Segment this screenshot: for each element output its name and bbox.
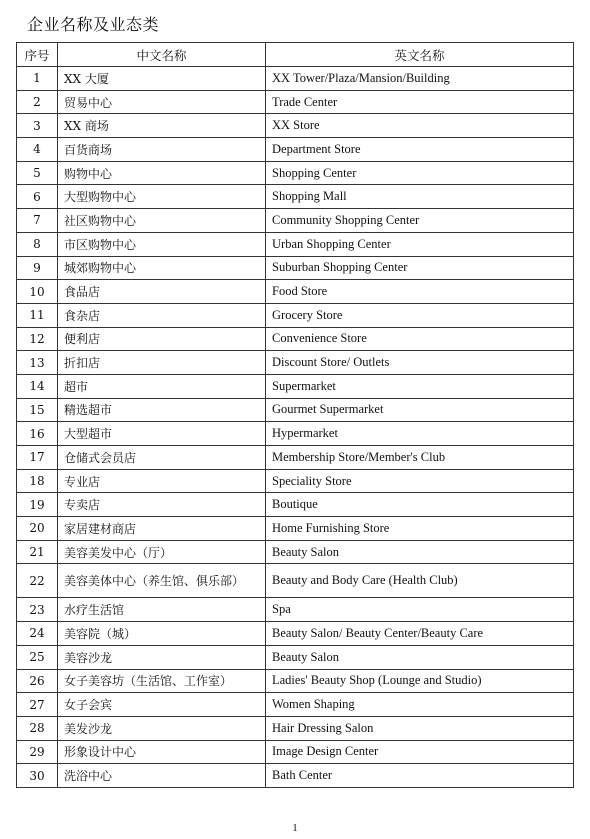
row-number-cell: 12: [17, 327, 58, 351]
english-name-cell: Convenience Store: [266, 327, 574, 351]
english-name-cell: Discount Store/ Outlets: [266, 351, 574, 375]
row-number-cell: 6: [17, 185, 58, 209]
row-number-cell: 10: [17, 280, 58, 304]
english-name-cell: Trade Center: [266, 90, 574, 114]
english-name-cell: Shopping Mall: [266, 185, 574, 209]
english-name-cell: Suburban Shopping Center: [266, 256, 574, 280]
english-name-cell: Ladies' Beauty Shop (Lounge and Studio): [266, 669, 574, 693]
row-number-cell: 9: [17, 256, 58, 280]
english-name-cell: Beauty and Body Care (Health Club): [266, 564, 574, 598]
chinese-name-cell: 家居建材商店: [58, 517, 266, 541]
row-number-cell: 1: [17, 67, 58, 91]
table-row: [17, 67, 574, 91]
chinese-name-cell: 贸易中心: [58, 90, 266, 114]
chinese-name-cell: 购物中心: [58, 161, 266, 185]
row-number-cell: 22: [17, 564, 58, 598]
chinese-name-cell: 仓储式会员店: [58, 446, 266, 470]
row-number-cell: 30: [17, 764, 58, 788]
row-number-cell: 18: [17, 469, 58, 493]
table-row: [17, 540, 574, 564]
chinese-name-cell: 专卖店: [58, 493, 266, 517]
row-number-cell: 8: [17, 232, 58, 256]
english-name-cell: Gourmet Supermarket: [266, 398, 574, 422]
english-name-cell: XX Tower/Plaza/Mansion/Building: [266, 67, 574, 91]
english-name-cell: Spa: [266, 598, 574, 622]
table-row: [17, 114, 574, 138]
chinese-name-cell: 折扣店: [58, 351, 266, 375]
chinese-name-cell: 形象设计中心: [58, 740, 266, 764]
english-name-cell: Boutique: [266, 493, 574, 517]
chinese-name-cell: 大型购物中心: [58, 185, 266, 209]
table-header-row: [17, 43, 574, 67]
table-row: [17, 517, 574, 541]
row-number-cell: 7: [17, 209, 58, 233]
row-number-cell: 11: [17, 303, 58, 327]
english-name-cell: Image Design Center: [266, 740, 574, 764]
table-row: [17, 693, 574, 717]
english-name-cell: Bath Center: [266, 764, 574, 788]
table-row: [17, 469, 574, 493]
row-number-cell: 21: [17, 540, 58, 564]
chinese-name-cell: 美容美体中心（养生馆、俱乐部）: [58, 564, 266, 598]
chinese-name-cell: 美容美发中心（厅）: [58, 540, 266, 564]
chinese-name-cell: 洗浴中心: [58, 764, 266, 788]
english-name-cell: Speciality Store: [266, 469, 574, 493]
english-name-cell: Hair Dressing Salon: [266, 716, 574, 740]
page-title: 企业名称及业态类: [27, 15, 160, 34]
row-number-cell: 20: [17, 517, 58, 541]
row-number-cell: 17: [17, 446, 58, 470]
row-number-cell: 2: [17, 90, 58, 114]
chinese-name-cell: 社区购物中心: [58, 209, 266, 233]
row-number-cell: 14: [17, 374, 58, 398]
table-row: [17, 398, 574, 422]
row-number-cell: 28: [17, 716, 58, 740]
english-name-cell: Home Furnishing Store: [266, 517, 574, 541]
english-name-cell: Urban Shopping Center: [266, 232, 574, 256]
table-row: [17, 669, 574, 693]
table-row: [17, 446, 574, 470]
row-number-cell: 26: [17, 669, 58, 693]
chinese-name-cell: 食品店: [58, 280, 266, 304]
table-row: [17, 351, 574, 375]
table-row: [17, 303, 574, 327]
chinese-name-cell: 精选超市: [58, 398, 266, 422]
table-row: [17, 327, 574, 351]
row-number-cell: 19: [17, 493, 58, 517]
row-number-cell: 25: [17, 645, 58, 669]
row-number-cell: 15: [17, 398, 58, 422]
row-number-cell: 16: [17, 422, 58, 446]
table-row: [17, 138, 574, 162]
header-chinese-name: 中文名称: [58, 43, 266, 67]
row-number-cell: 29: [17, 740, 58, 764]
english-name-cell: Grocery Store: [266, 303, 574, 327]
chinese-name-cell: XX 商场: [58, 114, 266, 138]
row-number-cell: 4: [17, 138, 58, 162]
row-number-cell: 13: [17, 351, 58, 375]
chinese-name-cell: 大型超市: [58, 422, 266, 446]
chinese-name-cell: 城郊购物中心: [58, 256, 266, 280]
table-row: [17, 622, 574, 646]
english-name-cell: Women Shaping: [266, 693, 574, 717]
row-number-cell: 3: [17, 114, 58, 138]
english-name-cell: Food Store: [266, 280, 574, 304]
table-row: [17, 493, 574, 517]
chinese-name-cell: 百货商场: [58, 138, 266, 162]
page-number: 1: [292, 822, 298, 834]
header-number: 序号: [17, 43, 58, 67]
row-number-cell: 24: [17, 622, 58, 646]
row-number-cell: 27: [17, 693, 58, 717]
table-row: [17, 256, 574, 280]
table-row: [17, 280, 574, 304]
row-number-cell: 23: [17, 598, 58, 622]
table-row: [17, 598, 574, 622]
english-name-cell: Beauty Salon/ Beauty Center/Beauty Care: [266, 622, 574, 646]
chinese-name-cell: 美容沙龙: [58, 645, 266, 669]
header-english-name: 英文名称: [266, 43, 574, 67]
english-name-cell: Membership Store/Member's Club: [266, 446, 574, 470]
table-row: [17, 161, 574, 185]
english-name-cell: Beauty Salon: [266, 540, 574, 564]
english-name-cell: Department Store: [266, 138, 574, 162]
chinese-name-cell: 专业店: [58, 469, 266, 493]
english-name-cell: Supermarket: [266, 374, 574, 398]
chinese-name-cell: 美发沙龙: [58, 716, 266, 740]
names-table: [16, 42, 574, 788]
table-row: [17, 374, 574, 398]
table-row: [17, 232, 574, 256]
table-row: [17, 740, 574, 764]
chinese-name-cell: 超市: [58, 374, 266, 398]
chinese-name-cell: XX 大厦: [58, 67, 266, 91]
chinese-name-cell: 女子美容坊（生活馆、工作室）: [58, 669, 266, 693]
table-row: [17, 564, 574, 598]
chinese-name-cell: 水疗生活馆: [58, 598, 266, 622]
english-name-cell: Hypermarket: [266, 422, 574, 446]
table-row: [17, 716, 574, 740]
table-row: [17, 764, 574, 788]
table-row: [17, 422, 574, 446]
english-name-cell: XX Store: [266, 114, 574, 138]
table-row: [17, 185, 574, 209]
chinese-name-cell: 便利店: [58, 327, 266, 351]
row-number-cell: 5: [17, 161, 58, 185]
chinese-name-cell: 女子会宾: [58, 693, 266, 717]
chinese-name-cell: 食杂店: [58, 303, 266, 327]
chinese-name-cell: 美容院（城）: [58, 622, 266, 646]
english-name-cell: Community Shopping Center: [266, 209, 574, 233]
table-row: [17, 209, 574, 233]
chinese-name-cell: 市区购物中心: [58, 232, 266, 256]
english-name-cell: Beauty Salon: [266, 645, 574, 669]
english-name-cell: Shopping Center: [266, 161, 574, 185]
table-row: [17, 90, 574, 114]
table-row: [17, 645, 574, 669]
